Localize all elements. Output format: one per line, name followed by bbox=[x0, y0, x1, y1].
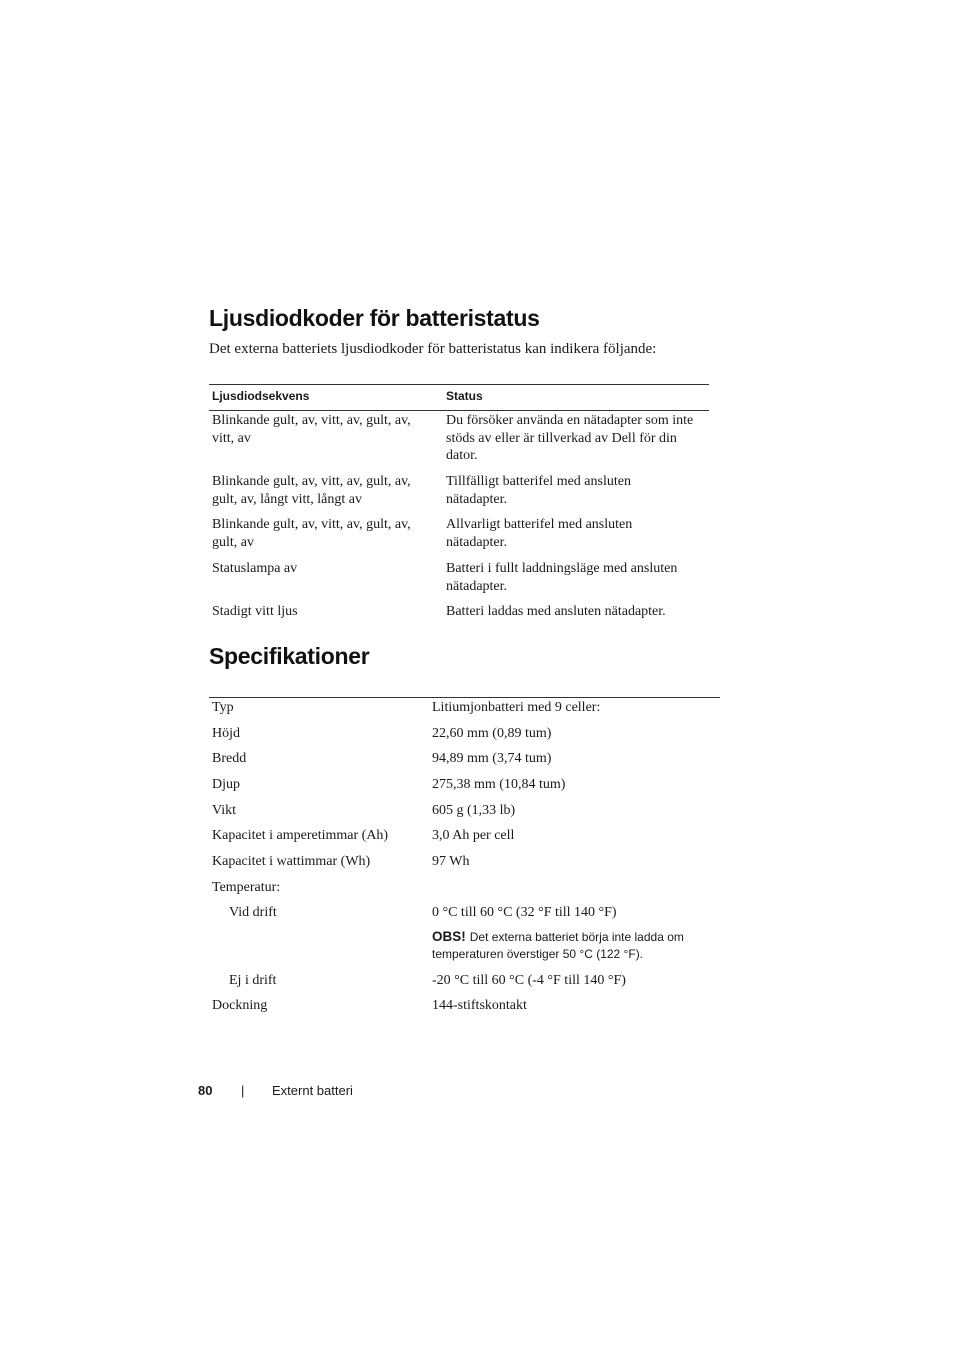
note-box bbox=[432, 928, 722, 963]
led-sequence-cell: Blinkande gult, av, vitt, av, gult, av, gult, av, långt vitt, långt av bbox=[212, 474, 411, 507]
spec-value: 94,89 mm (3,74 tum) bbox=[432, 751, 552, 766]
led-sequence-cell: Blinkande gult, av, vitt, av, gult, av, gult, av bbox=[212, 517, 411, 550]
spec-value: 275,38 mm (10,84 tum) bbox=[432, 777, 566, 792]
section-title-led-codes: Ljusdiodkoder för batteristatus bbox=[209, 305, 540, 331]
note-text: Det externa batteriet börja inte ladda om temperaturen överstiger 50 °C (122 °F). bbox=[432, 930, 684, 961]
spec-label: Kapacitet i amperetimmar (Ah) bbox=[212, 828, 389, 843]
spec-value: 605 g (1,33 lb) bbox=[432, 803, 516, 818]
note-label: OBS! bbox=[432, 929, 466, 944]
column-header-status: Status bbox=[446, 389, 483, 403]
spec-label: Vid drift bbox=[229, 905, 277, 920]
spec-label: Vikt bbox=[212, 803, 237, 818]
column-header-sequence: Ljusdiodsekvens bbox=[212, 389, 310, 403]
footer-separator: | bbox=[241, 1083, 245, 1098]
led-status-cell: Allvarligt batterifel med ansluten nätadapter. bbox=[446, 517, 633, 550]
spec-label: Höjd bbox=[212, 726, 240, 741]
table-header bbox=[209, 384, 709, 411]
footer-chapter-title: Externt batteri bbox=[272, 1083, 353, 1098]
spec-label: Ej i drift bbox=[229, 973, 277, 988]
table-top-rule bbox=[209, 697, 720, 698]
led-status-table bbox=[209, 384, 709, 619]
spec-value: 3,0 Ah per cell bbox=[432, 828, 515, 843]
spec-label: Kapacitet i wattimmar (Wh) bbox=[212, 854, 371, 869]
spec-label: Temperatur: bbox=[212, 880, 281, 895]
led-status-cell: Du försöker använda en nätadapter som inte stöds av eller är tillverkad av Dell för din dator. bbox=[446, 413, 694, 463]
spec-label: Djup bbox=[212, 777, 240, 792]
led-sequence-cell: Stadigt vitt ljus bbox=[212, 604, 298, 619]
section-title-specifications: Specifikationer bbox=[209, 643, 370, 669]
spec-value: 144-stiftskontakt bbox=[432, 998, 527, 1013]
led-status-cell: Batteri i fullt laddningsläge med ansluten nätadapter. bbox=[446, 561, 678, 594]
led-sequence-cell: Blinkande gult, av, vitt, av, gult, av, vitt, av bbox=[212, 413, 411, 446]
specifications-table bbox=[209, 697, 720, 1013]
spec-value: -20 °C till 60 °C (-4 °F till 140 °F) bbox=[432, 973, 626, 988]
spec-value: 97 Wh bbox=[432, 854, 470, 869]
spec-value: 0 °C till 60 °C (32 °F till 140 °F) bbox=[432, 905, 617, 920]
intro-paragraph: Det externa batteriets ljusdiodkoder för batteristatus kan indikera följande: bbox=[209, 341, 657, 357]
spec-label: Dockning bbox=[212, 998, 268, 1013]
spec-value: Litiumjonbatteri med 9 celler: bbox=[432, 700, 601, 715]
spec-value: 22,60 mm (0,89 tum) bbox=[432, 726, 552, 741]
page-number: 80 bbox=[198, 1083, 213, 1098]
led-status-cell: Tillfälligt batterifel med ansluten nätadapter. bbox=[446, 474, 631, 507]
spec-label: Typ bbox=[212, 700, 234, 715]
spec-label: Bredd bbox=[212, 751, 247, 766]
led-sequence-cell: Statuslampa av bbox=[212, 561, 298, 576]
led-status-cell: Batteri laddas med ansluten nätadapter. bbox=[446, 604, 666, 619]
